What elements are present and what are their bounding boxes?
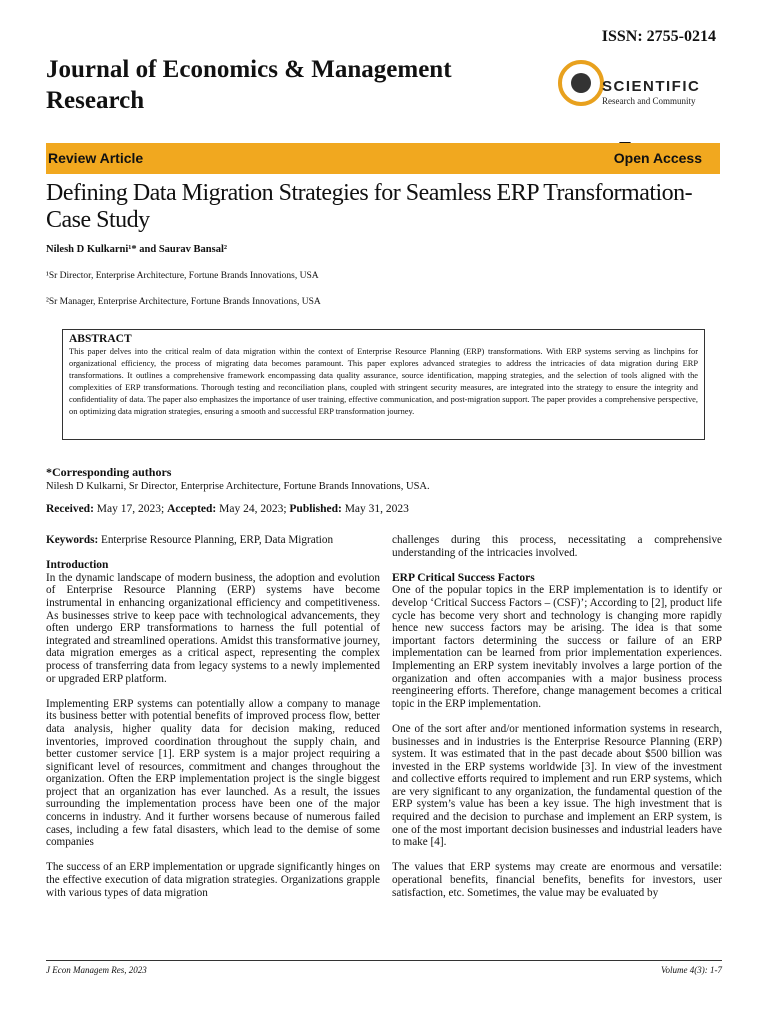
- issn: ISSN: 2755-0214: [601, 28, 716, 45]
- authors: Nilesh D Kulkarni¹* and Saurav Bansal²: [46, 244, 228, 255]
- abstract-text: This paper delves into the critical realm of data migration within the context of Enterprise Resource Planning (ERP) transformations. With ERP systems serving as linchpins for organizational efficiency, the process of migrating data becomes paramount. This paper explores advanced strategies to address the intricacies of data migration during ERP transformations. It outlines a comprehensive framework encompassing data quality assurance, source identification, mapping strategies, and the selection of tools aligned with the complexities of ERP transformations. Thorough testing and reconciliation plans, coupled with stringent security measures, are integrated into the strategy to ensure the integrity and confidentiality of data. The paper also emphasizes the importance of user training, effective communication, and post-migration support. The paper provides a comprehensive perspective, on optimizing data migration strategies, ensuring a smooth and successful ERP transformation journey.: [69, 347, 698, 417]
- accepted-label: Accepted:: [167, 503, 217, 515]
- logo-text-primary: SCIENTIFIC: [602, 78, 701, 95]
- open-access-label: Open Access: [613, 150, 702, 166]
- footer-citation: J Econ Managem Res, 2023: [46, 965, 147, 975]
- keywords-text: Enterprise Resource Planning, ERP, Data Migration: [101, 534, 334, 546]
- right-paragraph-0: challenges during this process, necessitating a comprehensive understanding of the intricacies involved.: [392, 534, 722, 559]
- corresponding-text: Nilesh D Kulkarni, Sr Director, Enterprise Architecture, Fortune Brands Innovations, USA.: [46, 481, 430, 492]
- abstract-heading: ABSTRACT: [69, 333, 132, 345]
- publisher-logo: [558, 60, 728, 108]
- intro-paragraph-1: In the dynamic landscape of modern business, the adoption and evolution of Enterprise Resource Planning (ERP) systems have become instrumental in enhancing organizational efficiency and competitiveness. As businesses strive to keep pace with technological advancements, they often undergo ERP transformations to harness the full potential of integrated and streamlined operations. Amidst this transformative journey, data migration emerges as a critical aspect, representing the complex process of transferring data from legacy systems to a newly implemented or upgraded ERP platform.: [46, 571, 380, 685]
- footer-volume: Volume 4(3): 1-7: [661, 965, 722, 975]
- csf-paragraph-1: One of the popular topics in the ERP implementation is to identify or develop ‘Critical Success Factors – (CSF)’; According to [2], product life cycle has become very short and technology is changing more rapidly hence new success factors may be arising. The idea is that some important factors determining the success or failure of an ERP implementation can be learned from prior implementation experiences. Implementing an ERP system inevitably involves a large portion of the organization and often accompanies with a major business process reengineering efforts. Therefore, change management becomes a critical topic in the ERP implementation.: [392, 584, 722, 710]
- article-type: Review Article: [48, 150, 144, 166]
- published-label: Published:: [289, 503, 342, 515]
- accepted-date: May 24, 2023;: [219, 503, 287, 515]
- csf-paragraph-2: One of the sort after and/or mentioned information systems in research, businesses and in industries is the Enterprise Resource Planning (ERP) system. It was estimated that in the past decade about $500 billion was invested in the ERP systems worldwide [3]. In view of the investment and collective efforts required to implement and run ERP systems, which are very significant to any organization, the fundamental question of the ERP system’s value has been a key issue. The high investment that is required and the decision to purchase and implement an ERP system, is one of the most important decision businesses and industrial leaders have to make [4].: [392, 722, 722, 849]
- csf-heading: ERP Critical Success Factors: [392, 571, 535, 584]
- abstract-box: [62, 329, 705, 440]
- intro-paragraph-2: Implementing ERP systems can potentially allow a company to manage its business better with potential benefits of improved process flow, better data analysis, higher quality data for decision making, reduced inventories, improved coordination throughout the supply chain, and better customer service [1]. ERP system is a major project requiring a significant level of resources, commitment and changes throughout the organization. Often the ERP implementation project is the single biggest project that an organization has ever launched. As a result, the issues surrounding the implementation process have been one of the major concerns in industry. And it further worsens because of numerous failed cases, including a few fatal disasters, which lead to the demise of some companies: [46, 697, 380, 849]
- logo-text-secondary: Research and Community: [602, 96, 696, 106]
- journal-title: Journal of Economics & Management Research: [46, 56, 452, 114]
- keywords: [46, 534, 380, 547]
- affiliation-2: ²Sr Manager, Enterprise Architecture, Fortune Brands Innovations, USA: [46, 297, 321, 307]
- corresponding-heading: *Corresponding authors: [46, 465, 172, 479]
- logo-emblem-icon: [558, 60, 604, 106]
- affiliation-1: ¹Sr Director, Enterprise Architecture, Fortune Brands Innovations, USA: [46, 271, 319, 281]
- introduction-heading: Introduction: [46, 559, 109, 572]
- publication-dates: [46, 503, 409, 515]
- received-date: May 17, 2023;: [96, 503, 165, 515]
- received-label: Received:: [46, 503, 94, 515]
- csf-paragraph-3: The values that ERP systems may create are enormous and versatile: operational benefits, financial benefits, benefits for investors, user satisfaction, etc. Sometimes, the value may be evaluated by: [392, 861, 722, 899]
- left-column: [46, 534, 380, 912]
- intro-paragraph-3: The success of an ERP implementation or upgrade significantly hinges on the effective execution of data migration strategies. Organizations grapple with various types of data migration: [46, 861, 380, 899]
- footer-divider: [46, 960, 722, 961]
- article-title: Defining Data Migration Strategies for Seamless ERP Transformation-Case Study: [46, 180, 693, 233]
- published-date: May 31, 2023: [344, 503, 409, 515]
- article-type-banner: [46, 143, 720, 174]
- keywords-label: Keywords:: [46, 534, 99, 546]
- right-column: [392, 534, 722, 912]
